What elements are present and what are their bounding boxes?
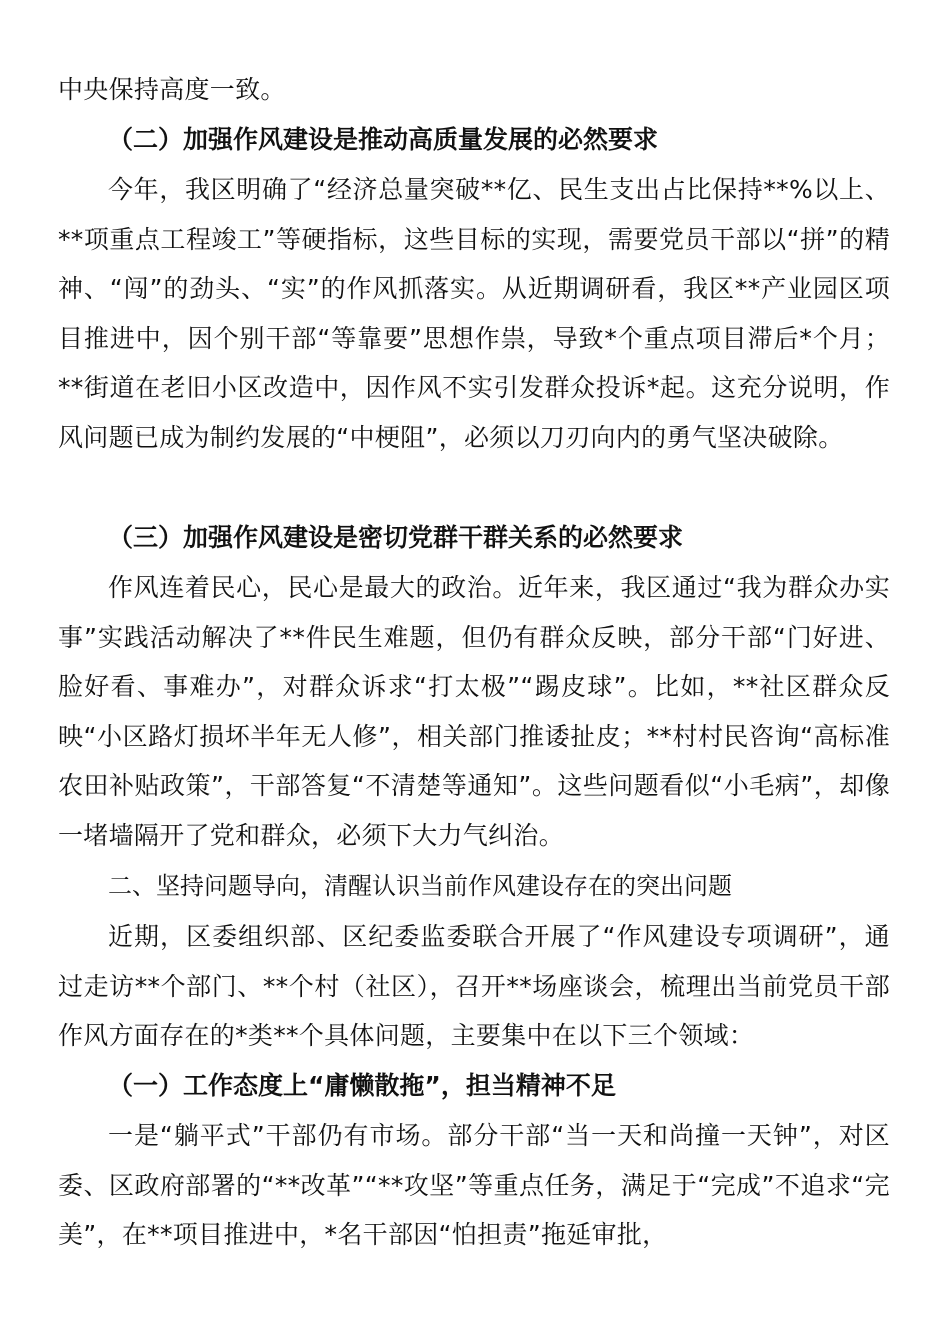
- subheading-1: （一）工作态度上“庸懒散拖”，担当精神不足: [108, 1071, 616, 1100]
- paragraph-continuation: 中央保持高度一致。: [58, 75, 286, 104]
- paragraph-1: 今年，我区明确了“经济总量突破**亿、民生支出占比保持**%以上、**项重点工程竣工”等硬指标，这些目标的实现，需要党员干部以“拼”的精神、“闯”的劲头、“实”的作风抓落实。从近期调研看，我区**产业园区项目推进中，因个别干部“等靠要”思想作祟，导致*个重点项目滞后*个月；**街道在老旧小区改造中，因作风不实引发群众投诉*起。这充分说明，作风问题已成为制约发展的“中梗阻”，必须以刀刃向内的勇气坚决破除。: [58, 175, 890, 452]
- subheading-3: （三）加强作风建设是密切党群干群关系的必然要求: [108, 523, 684, 552]
- paragraph-4: 一是“躺平式”干部仍有市场。部分干部“当一天和尚撞一天钟”，对区委、区政府部署的“**改革”“**攻坚”等重点任务，满足于“完成”不追求“完美”，在**项目推进中，*名干部因“怕担责”拖延审批，: [58, 1121, 890, 1249]
- paragraph-2: 作风连着民心，民心是最大的政治。近年来，我区通过“我为群众办实事”实践活动解决了**件民生难题，但仍有群众反映，部分干部“门好进、脸好看、事难办”，对群众诉求“打太极”“踢皮球”。比如，**社区群众反映“小区路灯损坏半年无人修”，相关部门推诿扯皮；**村村民咨询“高标准农田补贴政策”，干部答复“不清楚等通知”。这些问题看似“小毛病”，却像一堵墙隔开了党和群众，必须下大力气纠治。: [58, 573, 890, 850]
- subheading-2: （二）加强作风建设是推动高质量发展的必然要求: [108, 125, 659, 154]
- paragraph-3: 近期，区委组织部、区纪委监委联合开展了“作风建设专项调研”，通过走访**个部门、**个村（社区），召开**场座谈会，梳理出当前党员干部作风方面存在的*类**个具体问题，主要集中在以下三个领域：: [58, 922, 890, 1050]
- section-heading-2: 二、坚持问题导向，清醒认识当前作风建设存在的突出问题: [108, 872, 732, 900]
